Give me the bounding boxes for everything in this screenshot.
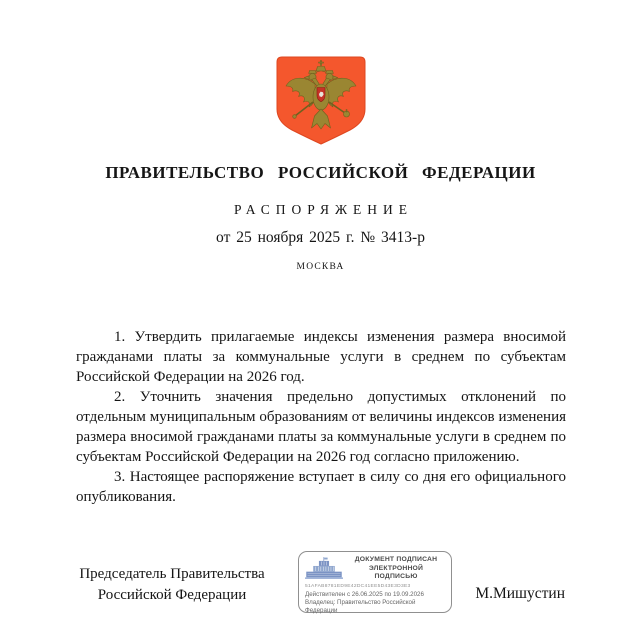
stamp-title-line2: ЭЛЕКТРОННОЙ ПОДПИСЬЮ [368,564,424,580]
signer-title-line1: Председатель Правительства [79,566,265,582]
signer-name: М.Мишустин [475,585,565,602]
stamp-title-line1: ДОКУМЕНТ ПОДПИСАН [354,556,438,563]
signer-title-line2: Российской Федерации [97,587,247,603]
document-type: РАСПОРЯЖЕНИЕ [233,202,414,217]
government-building-icon [305,557,343,580]
body-paragraph-1: 1. Утвердить прилагаемые индексы изменения размера вносимой гражданами платы за коммунальные услуги в среднем по субъектам Российской Федерации на 2026 год. [76,329,566,385]
body-paragraph-2: 2. Уточнить значения предельно допустимых отклонений по отдельным муниципальным образованиям от величины индексов изменения размера вносимой гражданами платы за коммунальные услуги в среднем по субъектам Российской Федерации на 2026 год согласно приложению. [76,389,566,465]
document-city: МОСКВА [296,262,345,272]
russia-coat-of-arms-icon [274,54,368,146]
organization-title: ПРАВИТЕЛЬСТВО РОССИЙСКОЙ ФЕДЕРАЦИИ [105,163,536,182]
document-date-number: от 25 ноября 2025 г. № 3413-р [216,229,425,246]
document-body [76,327,566,507]
stamp-validity-period: Действителен с 26.06.2025 по 19.09.2026 [305,591,424,598]
body-paragraph-3: 3. Настоящее распоряжение вступает в силу со дня его официального опубликования. [76,469,566,505]
electronic-signature-stamp [298,551,452,613]
stamp-owner: Владелец: Правительство Российской Федерации [305,599,416,614]
stamp-certificate-number: 51AFAB8781ED9E42DC41EE5D43E3D3E3 [305,583,411,589]
stamp-title [347,556,445,582]
signer-title [68,564,276,606]
